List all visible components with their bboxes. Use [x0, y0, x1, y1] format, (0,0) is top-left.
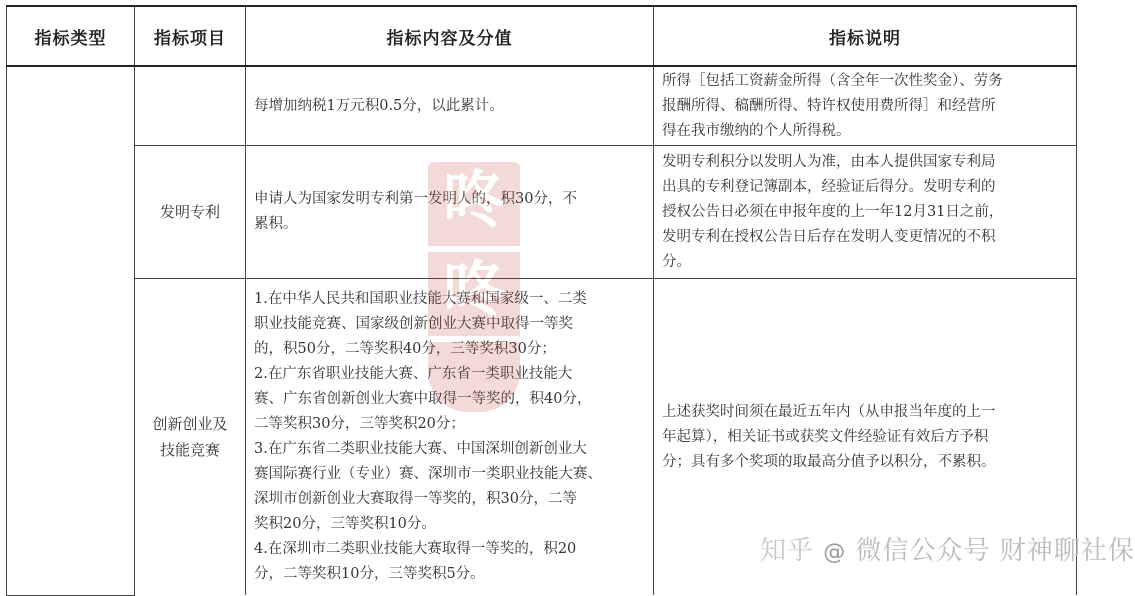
header-indicator-content: 指标内容及分值 — [246, 6, 654, 66]
table-header-row — [7, 6, 1077, 66]
content-line: 职业技能竞赛、国家级创新创业大赛中取得一等奖 — [254, 316, 573, 332]
content-cell — [246, 279, 654, 596]
table-row — [7, 66, 1077, 146]
watermark-char: 咚 — [428, 162, 520, 246]
content-line: 分，二等奖积10分，三等奖积5分。 — [254, 566, 485, 582]
table-row — [7, 146, 1077, 279]
header-indicator-type: 指标类型 — [7, 6, 135, 66]
desc-line: 所得［包括工资薪金所得（含全年一次性奖金）、劳务 — [662, 72, 1003, 89]
desc-line: 出具的专利登记簿副本，经验证后得分。发明专利的 — [662, 178, 996, 195]
item-cell — [135, 66, 246, 146]
item-line: 创新创业及 — [152, 415, 228, 433]
desc-line: 发明专利积分以发明人为准，由本人提供国家专利局 — [662, 153, 996, 170]
content-line: 奖积20分，三等奖积10分。 — [254, 516, 436, 532]
desc-line: 发明专利在授权公告日后存在发明人变更情况的不积 — [662, 228, 996, 245]
desc-cell — [654, 146, 1077, 279]
policy-table — [6, 5, 1077, 596]
watermark-char: 咚 — [428, 252, 520, 336]
content-line: 4.在深圳市二类职业技能大赛取得一等奖的，积20 — [254, 541, 577, 557]
item-cell — [135, 279, 246, 596]
content-cell — [246, 66, 654, 146]
desc-line: 上述获奖时间须在最近五年内（从申报当年度的上一 — [662, 403, 996, 420]
content-cell — [246, 146, 654, 279]
header-indicator-item: 指标项目 — [135, 6, 246, 66]
desc-line: 分。 — [662, 253, 691, 270]
desc-line: 分；具有多个奖项的取最高分值予以积分，不累积。 — [662, 453, 996, 470]
content-line: 二等奖积30分，三等奖积20分； — [254, 416, 465, 432]
zhihu-logo: 知乎 — [760, 536, 815, 566]
desc-line: 授权公告日必须在申报年度的上一年12月31日之前， — [662, 203, 1004, 220]
content-line: 每增加纳税1万元积0.5分，以此累计。 — [254, 97, 504, 114]
content-line: 2.在广东省职业技能大赛、广东省一类职业技能大 — [254, 366, 573, 382]
content-line: 赛、广东省创新创业大赛中取得一等奖的，积40分， — [254, 391, 592, 407]
desc-line: 得在我市缴纳的个人所得税。 — [662, 122, 851, 139]
content-line: 深圳市创新创业大赛取得一等奖的，积30分，二等 — [254, 491, 577, 507]
content-line: 累积。 — [254, 216, 298, 232]
item-line: 技能竞赛 — [159, 441, 220, 459]
header-indicator-desc: 指标说明 — [654, 6, 1077, 66]
source-credit — [760, 530, 1135, 567]
content-line: 1.在中华人民共和国职业技能大赛和国家级一、二类 — [254, 291, 587, 307]
content-line: 申请人为国家发明专利第一发明人的，积30分，不 — [254, 191, 577, 207]
desc-cell — [654, 66, 1077, 146]
content-line: 的，积50分，二等奖积40分，三等奖积30分； — [254, 341, 556, 357]
at-symbol: @ — [823, 540, 847, 565]
item-cell: 发明专利 — [135, 146, 246, 279]
content-line: 赛国际赛行业（专业）赛、深圳市一类职业技能大赛、 — [254, 466, 602, 482]
credit-name: 微信公众号 财神聊社保 — [855, 536, 1135, 566]
desc-line: 报酬所得、稿酬所得、特许权使用费所得］和经营所 — [662, 97, 996, 114]
desc-line: 年起算），相关证书或获奖文件经验证有效后方予积 — [662, 428, 989, 445]
content-line: 3.在广东省二类职业技能大赛、中国深圳创新创业大 — [254, 441, 587, 457]
indicator-type-cell — [7, 66, 135, 595]
